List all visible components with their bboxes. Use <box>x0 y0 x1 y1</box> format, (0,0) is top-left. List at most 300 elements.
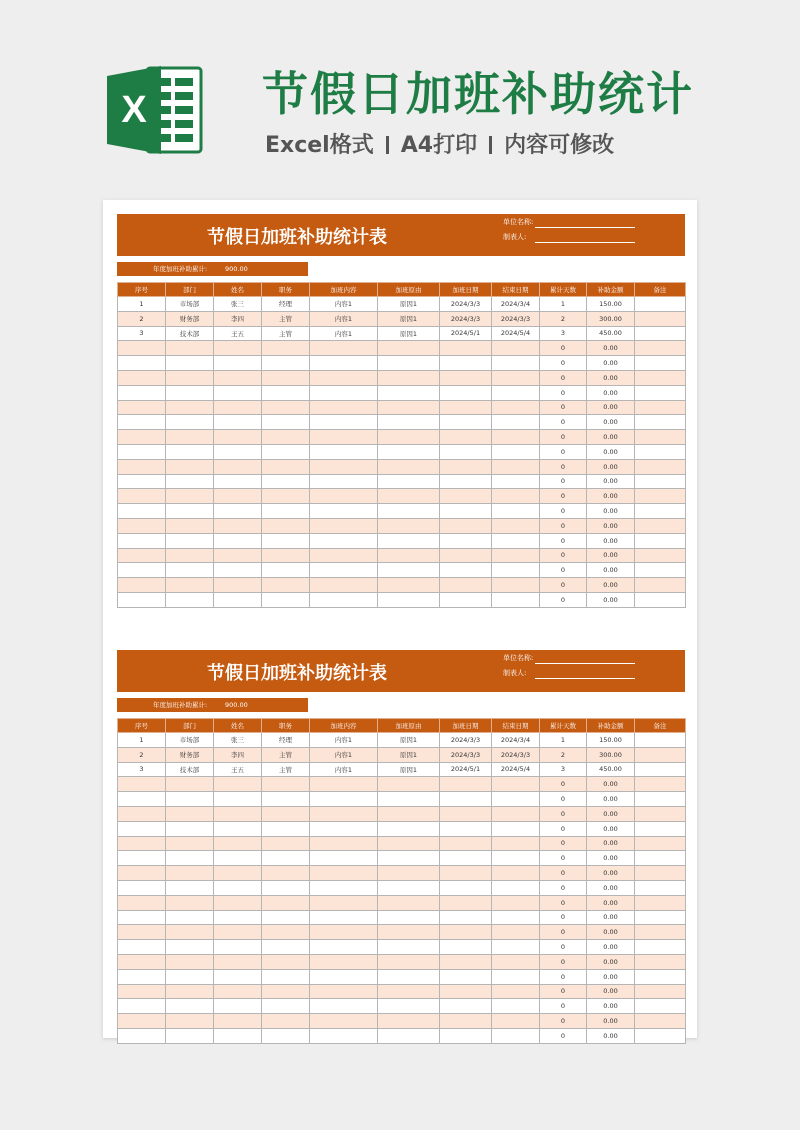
table-cell[interactable] <box>166 925 214 940</box>
table-cell[interactable] <box>635 777 686 792</box>
table-cell[interactable] <box>440 999 492 1014</box>
table-cell[interactable]: 内容1 <box>310 326 378 341</box>
table-cell[interactable] <box>262 999 310 1014</box>
table-cell[interactable] <box>214 518 262 533</box>
table-cell[interactable] <box>214 592 262 607</box>
table-cell[interactable] <box>440 777 492 792</box>
table-cell[interactable] <box>492 792 540 807</box>
table-cell[interactable] <box>492 578 540 593</box>
table-cell[interactable]: 3 <box>540 326 587 341</box>
table-cell[interactable] <box>214 851 262 866</box>
table-cell[interactable] <box>440 592 492 607</box>
table-cell[interactable] <box>214 836 262 851</box>
table-cell[interactable] <box>214 459 262 474</box>
table-cell[interactable] <box>118 578 166 593</box>
table-cell[interactable] <box>214 400 262 415</box>
table-cell[interactable] <box>118 836 166 851</box>
table-cell[interactable] <box>214 940 262 955</box>
table-cell[interactable] <box>214 880 262 895</box>
table-cell[interactable]: 0.00 <box>587 548 635 563</box>
table-cell[interactable]: 0.00 <box>587 444 635 459</box>
table-cell[interactable] <box>166 969 214 984</box>
table-cell[interactable] <box>378 1014 440 1029</box>
table-cell[interactable] <box>440 504 492 519</box>
table-cell[interactable] <box>310 578 378 593</box>
table-cell[interactable] <box>166 1014 214 1029</box>
table-cell[interactable] <box>492 370 540 385</box>
table-cell[interactable]: 内容1 <box>310 311 378 326</box>
table-cell[interactable] <box>262 925 310 940</box>
table-cell[interactable]: 0.00 <box>587 563 635 578</box>
table-cell[interactable] <box>262 474 310 489</box>
table-cell[interactable]: 0 <box>540 866 587 881</box>
table-cell[interactable] <box>635 474 686 489</box>
table-cell[interactable] <box>440 925 492 940</box>
table-cell[interactable] <box>492 895 540 910</box>
table-cell[interactable]: 原因1 <box>378 326 440 341</box>
table-cell[interactable]: 0.00 <box>587 341 635 356</box>
table-cell[interactable] <box>440 563 492 578</box>
table-cell[interactable] <box>635 548 686 563</box>
table-cell[interactable]: 原因1 <box>378 733 440 748</box>
table-cell[interactable]: 内容1 <box>310 297 378 312</box>
table-cell[interactable] <box>262 489 310 504</box>
table-cell[interactable]: 2024/3/4 <box>492 733 540 748</box>
table-cell[interactable] <box>378 940 440 955</box>
table-cell[interactable] <box>378 792 440 807</box>
table-cell[interactable] <box>492 1028 540 1043</box>
table-cell[interactable] <box>166 999 214 1014</box>
table-cell[interactable]: 0 <box>540 984 587 999</box>
table-cell[interactable] <box>214 925 262 940</box>
table-cell[interactable]: 0 <box>540 999 587 1014</box>
table-cell[interactable]: 0 <box>540 940 587 955</box>
table-cell[interactable] <box>214 385 262 400</box>
table-cell[interactable]: 2024/5/1 <box>440 326 492 341</box>
table-cell[interactable]: 0.00 <box>587 578 635 593</box>
table-cell[interactable] <box>166 880 214 895</box>
table-cell[interactable] <box>440 533 492 548</box>
table-cell[interactable] <box>492 984 540 999</box>
table-cell[interactable]: 3 <box>118 762 166 777</box>
table-cell[interactable] <box>166 777 214 792</box>
table-cell[interactable]: 300.00 <box>587 747 635 762</box>
table-cell[interactable]: 0.00 <box>587 489 635 504</box>
table-cell[interactable] <box>214 370 262 385</box>
table-cell[interactable] <box>440 880 492 895</box>
table-cell[interactable] <box>378 880 440 895</box>
table-cell[interactable] <box>310 866 378 881</box>
table-cell[interactable]: 0 <box>540 504 587 519</box>
table-cell[interactable]: 0.00 <box>587 940 635 955</box>
table-cell[interactable] <box>214 341 262 356</box>
table-cell[interactable]: 0.00 <box>587 792 635 807</box>
table-cell[interactable] <box>310 940 378 955</box>
table-cell[interactable]: 市场部 <box>166 297 214 312</box>
table-cell[interactable] <box>310 444 378 459</box>
table-cell[interactable]: 0.00 <box>587 821 635 836</box>
table-cell[interactable] <box>310 341 378 356</box>
table-cell[interactable] <box>635 297 686 312</box>
table-cell[interactable] <box>262 821 310 836</box>
table-cell[interactable]: 2024/3/3 <box>440 747 492 762</box>
table-cell[interactable] <box>310 925 378 940</box>
table-cell[interactable] <box>440 821 492 836</box>
table-cell[interactable] <box>166 341 214 356</box>
table-cell[interactable] <box>492 999 540 1014</box>
table-cell[interactable] <box>118 370 166 385</box>
table-cell[interactable] <box>214 578 262 593</box>
table-cell[interactable] <box>378 504 440 519</box>
table-cell[interactable] <box>635 984 686 999</box>
table-cell[interactable]: 0 <box>540 548 587 563</box>
table-cell[interactable] <box>440 910 492 925</box>
table-cell[interactable] <box>378 489 440 504</box>
table-cell[interactable]: 2024/5/1 <box>440 762 492 777</box>
table-cell[interactable]: 0 <box>540 592 587 607</box>
table-cell[interactable] <box>492 489 540 504</box>
table-cell[interactable] <box>378 356 440 371</box>
table-cell[interactable] <box>118 954 166 969</box>
table-cell[interactable]: 张三 <box>214 297 262 312</box>
table-cell[interactable]: 原因1 <box>378 297 440 312</box>
table-cell[interactable] <box>310 356 378 371</box>
table-cell[interactable] <box>310 474 378 489</box>
table-cell[interactable] <box>214 548 262 563</box>
table-cell[interactable] <box>635 592 686 607</box>
table-cell[interactable]: 0.00 <box>587 999 635 1014</box>
table-cell[interactable] <box>310 836 378 851</box>
table-cell[interactable] <box>118 984 166 999</box>
table-cell[interactable] <box>635 910 686 925</box>
table-cell[interactable] <box>214 563 262 578</box>
table-cell[interactable] <box>492 459 540 474</box>
table-cell[interactable] <box>492 925 540 940</box>
table-cell[interactable] <box>492 954 540 969</box>
table-cell[interactable] <box>166 430 214 445</box>
table-cell[interactable] <box>214 474 262 489</box>
table-cell[interactable] <box>492 430 540 445</box>
table-cell[interactable] <box>118 415 166 430</box>
table-cell[interactable] <box>635 1014 686 1029</box>
table-cell[interactable] <box>378 925 440 940</box>
table-cell[interactable]: 0.00 <box>587 1028 635 1043</box>
table-cell[interactable]: 张三 <box>214 733 262 748</box>
table-cell[interactable] <box>118 459 166 474</box>
table-cell[interactable] <box>635 1028 686 1043</box>
table-cell[interactable]: 0 <box>540 444 587 459</box>
table-cell[interactable]: 0 <box>540 518 587 533</box>
table-cell[interactable] <box>214 821 262 836</box>
table-cell[interactable]: 0.00 <box>587 895 635 910</box>
table-cell[interactable] <box>310 1028 378 1043</box>
table-cell[interactable]: 2024/3/3 <box>492 311 540 326</box>
table-cell[interactable] <box>440 836 492 851</box>
table-cell[interactable] <box>262 356 310 371</box>
table-cell[interactable] <box>635 999 686 1014</box>
table-cell[interactable]: 1 <box>118 297 166 312</box>
table-cell[interactable]: 2024/5/4 <box>492 326 540 341</box>
table-cell[interactable]: 0.00 <box>587 533 635 548</box>
table-cell[interactable]: 2 <box>540 311 587 326</box>
table-cell[interactable]: 0.00 <box>587 777 635 792</box>
table-cell[interactable]: 主管 <box>262 747 310 762</box>
table-cell[interactable] <box>262 341 310 356</box>
table-cell[interactable] <box>635 792 686 807</box>
table-cell[interactable] <box>166 866 214 881</box>
table-cell[interactable] <box>118 880 166 895</box>
table-cell[interactable] <box>214 895 262 910</box>
table-cell[interactable] <box>635 341 686 356</box>
table-cell[interactable] <box>310 792 378 807</box>
table-cell[interactable] <box>310 984 378 999</box>
table-cell[interactable] <box>262 1014 310 1029</box>
table-cell[interactable] <box>166 836 214 851</box>
table-cell[interactable]: 0 <box>540 969 587 984</box>
table-cell[interactable] <box>262 592 310 607</box>
table-cell[interactable]: 0.00 <box>587 954 635 969</box>
table-cell[interactable]: 经理 <box>262 733 310 748</box>
table-cell[interactable]: 0.00 <box>587 518 635 533</box>
table-cell[interactable] <box>166 851 214 866</box>
table-cell[interactable]: 2024/3/4 <box>492 297 540 312</box>
table-cell[interactable] <box>118 821 166 836</box>
table-cell[interactable] <box>310 880 378 895</box>
table-cell[interactable] <box>166 984 214 999</box>
table-cell[interactable] <box>310 999 378 1014</box>
table-cell[interactable] <box>635 747 686 762</box>
table-cell[interactable] <box>214 356 262 371</box>
table-cell[interactable] <box>166 533 214 548</box>
table-cell[interactable] <box>378 1028 440 1043</box>
table-cell[interactable] <box>440 984 492 999</box>
table-cell[interactable] <box>378 910 440 925</box>
table-cell[interactable] <box>262 415 310 430</box>
table-cell[interactable] <box>378 370 440 385</box>
table-cell[interactable] <box>635 969 686 984</box>
table-cell[interactable] <box>310 548 378 563</box>
table-cell[interactable] <box>262 806 310 821</box>
table-cell[interactable]: 王五 <box>214 326 262 341</box>
table-cell[interactable]: 0.00 <box>587 504 635 519</box>
table-cell[interactable] <box>310 1014 378 1029</box>
table-cell[interactable] <box>492 592 540 607</box>
table-cell[interactable] <box>440 415 492 430</box>
table-cell[interactable]: 0 <box>540 895 587 910</box>
table-cell[interactable] <box>262 866 310 881</box>
table-cell[interactable]: 0 <box>540 851 587 866</box>
table-cell[interactable] <box>635 836 686 851</box>
table-cell[interactable]: 0 <box>540 777 587 792</box>
table-cell[interactable]: 原因1 <box>378 762 440 777</box>
table-cell[interactable] <box>310 459 378 474</box>
table-cell[interactable] <box>440 385 492 400</box>
table-cell[interactable] <box>214 415 262 430</box>
table-cell[interactable] <box>440 940 492 955</box>
table-cell[interactable] <box>214 969 262 984</box>
table-cell[interactable]: 财务部 <box>166 311 214 326</box>
table-cell[interactable] <box>635 940 686 955</box>
table-cell[interactable] <box>214 504 262 519</box>
table-cell[interactable]: 450.00 <box>587 762 635 777</box>
table-cell[interactable] <box>166 792 214 807</box>
table-cell[interactable] <box>635 733 686 748</box>
table-cell[interactable]: 0 <box>540 925 587 940</box>
table-cell[interactable] <box>440 548 492 563</box>
table-cell[interactable] <box>310 777 378 792</box>
table-cell[interactable] <box>166 940 214 955</box>
table-cell[interactable] <box>440 954 492 969</box>
table-cell[interactable] <box>118 792 166 807</box>
table-cell[interactable] <box>166 1028 214 1043</box>
table-cell[interactable] <box>262 984 310 999</box>
table-cell[interactable]: 0 <box>540 1014 587 1029</box>
table-cell[interactable] <box>166 954 214 969</box>
table-cell[interactable]: 450.00 <box>587 326 635 341</box>
table-cell[interactable] <box>440 1014 492 1029</box>
table-cell[interactable] <box>492 563 540 578</box>
table-cell[interactable] <box>378 430 440 445</box>
table-cell[interactable] <box>166 910 214 925</box>
table-cell[interactable] <box>635 385 686 400</box>
table-cell[interactable] <box>214 1014 262 1029</box>
table-cell[interactable] <box>118 866 166 881</box>
table-cell[interactable] <box>118 430 166 445</box>
table-cell[interactable]: 0 <box>540 1028 587 1043</box>
table-cell[interactable]: 0.00 <box>587 880 635 895</box>
table-cell[interactable]: 主管 <box>262 326 310 341</box>
table-cell[interactable]: 技术部 <box>166 762 214 777</box>
table-cell[interactable]: 内容1 <box>310 762 378 777</box>
table-cell[interactable] <box>492 400 540 415</box>
table-cell[interactable] <box>378 592 440 607</box>
table-cell[interactable] <box>118 474 166 489</box>
table-cell[interactable] <box>378 548 440 563</box>
table-cell[interactable]: 0 <box>540 356 587 371</box>
table-cell[interactable] <box>262 430 310 445</box>
table-cell[interactable]: 0.00 <box>587 592 635 607</box>
table-cell[interactable] <box>166 489 214 504</box>
table-cell[interactable] <box>214 1028 262 1043</box>
table-cell[interactable] <box>635 866 686 881</box>
table-cell[interactable]: 0.00 <box>587 370 635 385</box>
table-cell[interactable] <box>262 954 310 969</box>
table-cell[interactable] <box>378 895 440 910</box>
table-cell[interactable] <box>262 370 310 385</box>
table-cell[interactable] <box>262 578 310 593</box>
table-cell[interactable] <box>310 806 378 821</box>
table-cell[interactable] <box>262 851 310 866</box>
table-cell[interactable] <box>440 370 492 385</box>
table-cell[interactable] <box>310 563 378 578</box>
table-cell[interactable] <box>262 895 310 910</box>
table-cell[interactable] <box>310 821 378 836</box>
table-cell[interactable] <box>118 533 166 548</box>
table-cell[interactable]: 0 <box>540 578 587 593</box>
table-cell[interactable] <box>635 518 686 533</box>
table-cell[interactable] <box>492 806 540 821</box>
table-cell[interactable]: 0.00 <box>587 910 635 925</box>
table-cell[interactable] <box>118 969 166 984</box>
table-cell[interactable] <box>492 533 540 548</box>
table-cell[interactable] <box>635 311 686 326</box>
table-cell[interactable] <box>492 415 540 430</box>
table-cell[interactable]: 2 <box>118 747 166 762</box>
table-cell[interactable] <box>262 969 310 984</box>
table-cell[interactable] <box>262 459 310 474</box>
table-cell[interactable] <box>118 592 166 607</box>
table-cell[interactable] <box>262 518 310 533</box>
table-cell[interactable] <box>118 925 166 940</box>
table-cell[interactable] <box>440 851 492 866</box>
table-cell[interactable] <box>214 430 262 445</box>
table-cell[interactable] <box>492 940 540 955</box>
table-cell[interactable] <box>118 1028 166 1043</box>
table-cell[interactable] <box>310 430 378 445</box>
table-cell[interactable] <box>262 777 310 792</box>
table-cell[interactable] <box>166 895 214 910</box>
table-cell[interactable] <box>635 533 686 548</box>
table-cell[interactable] <box>166 444 214 459</box>
table-cell[interactable] <box>118 777 166 792</box>
table-cell[interactable] <box>492 548 540 563</box>
table-cell[interactable]: 0.00 <box>587 866 635 881</box>
table-cell[interactable]: 0.00 <box>587 474 635 489</box>
table-cell[interactable] <box>118 999 166 1014</box>
table-cell[interactable]: 0.00 <box>587 806 635 821</box>
table-cell[interactable]: 0 <box>540 430 587 445</box>
table-cell[interactable] <box>214 792 262 807</box>
table-cell[interactable]: 市场部 <box>166 733 214 748</box>
table-cell[interactable] <box>492 866 540 881</box>
table-cell[interactable] <box>635 895 686 910</box>
table-cell[interactable]: 0.00 <box>587 459 635 474</box>
table-cell[interactable]: 1 <box>540 297 587 312</box>
table-cell[interactable] <box>440 341 492 356</box>
table-cell[interactable] <box>310 489 378 504</box>
table-cell[interactable] <box>492 851 540 866</box>
table-cell[interactable]: 0 <box>540 792 587 807</box>
table-cell[interactable] <box>440 444 492 459</box>
table-cell[interactable] <box>635 762 686 777</box>
table-cell[interactable] <box>214 489 262 504</box>
table-cell[interactable]: 2 <box>118 311 166 326</box>
table-cell[interactable] <box>378 459 440 474</box>
table-cell[interactable] <box>166 592 214 607</box>
table-cell[interactable]: 0 <box>540 400 587 415</box>
table-cell[interactable]: 3 <box>540 762 587 777</box>
table-cell[interactable] <box>262 563 310 578</box>
table-cell[interactable]: 王五 <box>214 762 262 777</box>
table-cell[interactable] <box>310 504 378 519</box>
table-cell[interactable] <box>118 504 166 519</box>
table-cell[interactable] <box>492 518 540 533</box>
table-cell[interactable]: 2024/3/3 <box>440 733 492 748</box>
table-cell[interactable] <box>378 984 440 999</box>
table-cell[interactable]: 3 <box>118 326 166 341</box>
table-cell[interactable] <box>378 341 440 356</box>
table-cell[interactable] <box>378 563 440 578</box>
table-cell[interactable]: 0 <box>540 910 587 925</box>
table-cell[interactable] <box>378 415 440 430</box>
table-cell[interactable]: 经理 <box>262 297 310 312</box>
table-cell[interactable] <box>440 895 492 910</box>
table-cell[interactable]: 0.00 <box>587 400 635 415</box>
table-cell[interactable] <box>166 518 214 533</box>
table-cell[interactable] <box>378 821 440 836</box>
table-cell[interactable]: 0.00 <box>587 415 635 430</box>
table-cell[interactable] <box>440 474 492 489</box>
